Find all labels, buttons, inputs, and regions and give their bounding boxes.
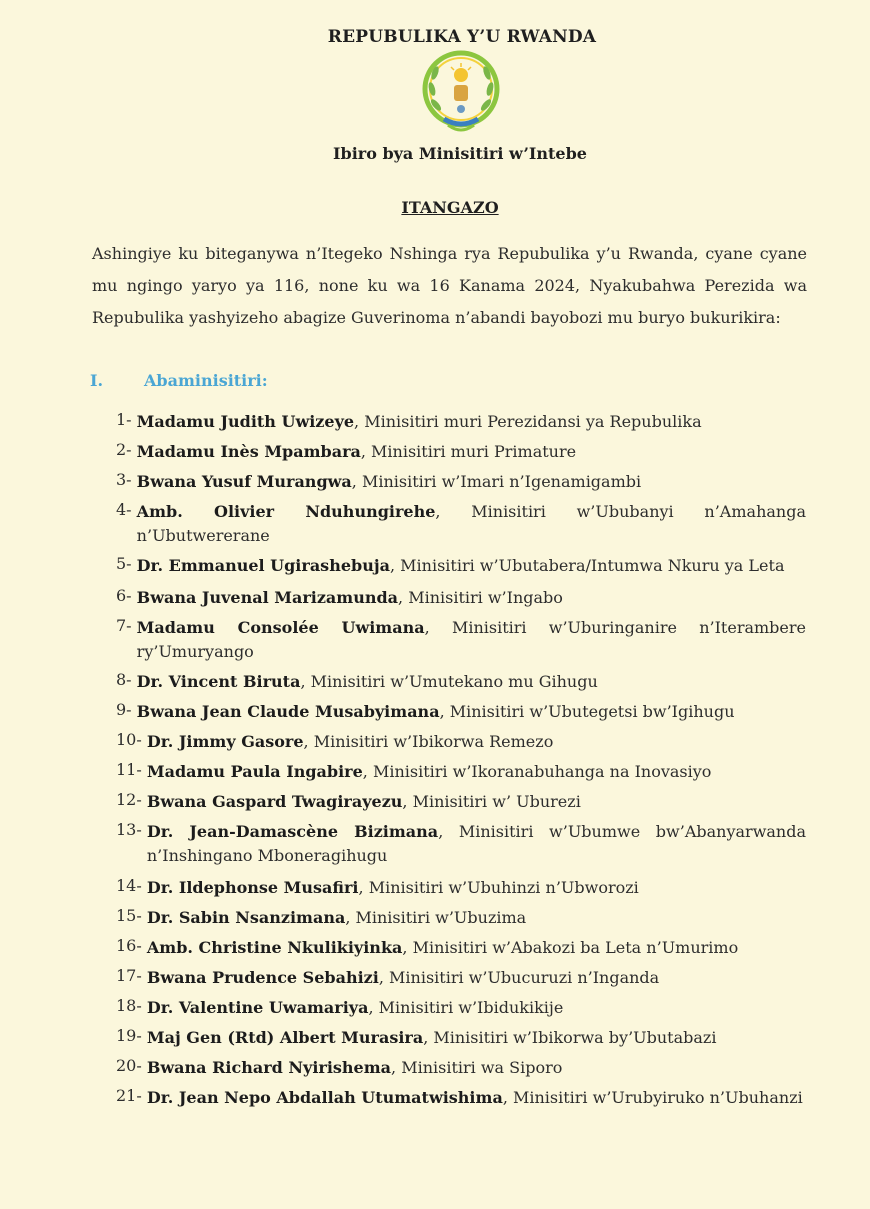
minister-role: , Minisitiri wa Siporo xyxy=(391,1058,563,1077)
minister-role: , Minisitiri w’Ububanyi n’Amahanga n’Ubutwererane xyxy=(136,502,807,545)
minister-number: 7- xyxy=(116,616,137,635)
minister-row xyxy=(116,1026,806,1050)
minister-role: , Minisitiri muri Perezidansi ya Repubulika xyxy=(354,412,702,431)
minister-item xyxy=(116,700,806,724)
minister-name: Dr. Jean-Damascène Bizimana xyxy=(146,822,439,841)
minister-number: 21- xyxy=(116,1086,147,1105)
minister-entry xyxy=(147,790,806,814)
minister-name: Maj Gen (Rtd) Albert Murasira xyxy=(146,1028,424,1047)
office-title: Ibiro bya Minisitiri w’Intebe xyxy=(333,144,587,163)
minister-item xyxy=(116,670,806,694)
minister-number: 17- xyxy=(116,966,147,985)
minister-role: , Minisitiri w’ Uburezi xyxy=(402,792,581,811)
minister-role: , Minisitiri w’Ikoranabuhanga na Inovasiyo xyxy=(362,762,712,781)
minister-item xyxy=(116,790,806,814)
minister-role: , Minisitiri w’Imari n’Igenamigambi xyxy=(351,472,642,491)
minister-entry xyxy=(137,440,806,464)
minister-row xyxy=(116,1056,806,1080)
minister-name: Madamu Consolée Uwimana xyxy=(136,618,425,637)
minister-role: , Minisitiri w’Ubutegetsi bw’Igihugu xyxy=(439,702,735,721)
minister-entry xyxy=(137,470,806,494)
minister-item xyxy=(116,876,806,900)
minister-name: Dr. Ildephonse Musafiri xyxy=(146,878,359,897)
minister-role: , Minisitiri w’Ubumwe bw’Abanyarwanda n’Inshingano Mboneragihugu xyxy=(146,822,807,865)
minister-item xyxy=(116,996,806,1020)
minister-entry xyxy=(147,760,806,784)
minister-role: , Minisitiri w’Ibidukikije xyxy=(368,998,564,1017)
minister-item xyxy=(116,760,806,784)
minister-name: Madamu Paula Ingabire xyxy=(146,762,363,781)
minister-name: Dr. Sabin Nsanzimana xyxy=(146,908,346,927)
minister-entry xyxy=(147,1056,806,1080)
minister-name: Bwana Jean Claude Musabyimana xyxy=(136,702,440,721)
minister-entry xyxy=(147,820,806,868)
minister-number: 9- xyxy=(116,700,137,719)
minister-entry xyxy=(147,906,806,930)
minister-role: , Minisitiri w’Umutekano mu Gihugu xyxy=(300,672,598,691)
minister-number: 12- xyxy=(116,790,147,809)
minister-role: , Minisitiri w’Ubuzima xyxy=(345,908,527,927)
minister-name: Dr. Jean Nepo Abdallah Utumatwishima xyxy=(146,1088,503,1107)
minister-name: Madamu Inès Mpambara xyxy=(136,442,361,461)
minister-row xyxy=(116,966,806,990)
minister-number: 20- xyxy=(116,1056,147,1075)
minister-item xyxy=(116,410,806,434)
minister-number: 13- xyxy=(116,820,147,839)
minister-item xyxy=(116,440,806,464)
minister-entry xyxy=(147,996,806,1020)
minister-role: , Minisitiri w’Ubuhinzi n’Ubworozi xyxy=(358,878,639,897)
minister-name: Dr. Vincent Biruta xyxy=(136,672,301,691)
minister-number: 19- xyxy=(116,1026,147,1045)
minister-entry xyxy=(147,966,806,990)
minister-name: Dr. Emmanuel Ugirashebuja xyxy=(136,556,390,575)
minister-number: 2- xyxy=(116,440,137,459)
minister-role: , Minisitiri w’Ingabo xyxy=(398,588,563,607)
minister-entry xyxy=(137,586,806,610)
rwanda-coat-of-arms-icon xyxy=(418,49,504,137)
section-title: Abaminisitiri: xyxy=(144,371,268,390)
minister-role: , Minisitiri w’Uburinganire n’Iterambere ry’Umuryango xyxy=(136,618,807,661)
minister-name: Bwana Yusuf Murangwa xyxy=(136,472,352,491)
minister-number: 10- xyxy=(116,730,147,749)
minister-number: 18- xyxy=(116,996,147,1015)
minister-number: 1- xyxy=(116,410,137,429)
minister-number: 14- xyxy=(116,876,147,895)
minister-item xyxy=(116,616,806,664)
minister-name: Dr. Jimmy Gasore xyxy=(146,732,304,751)
minister-item xyxy=(116,906,806,930)
minister-row xyxy=(116,586,806,610)
minister-number: 6- xyxy=(116,586,137,605)
minister-entry xyxy=(137,700,806,724)
minister-role: , Minisitiri w’Ubutabera/Intumwa Nkuru ya Leta xyxy=(389,556,785,575)
minister-item xyxy=(116,500,806,548)
minister-item xyxy=(116,554,806,578)
minister-entry xyxy=(137,670,806,694)
minister-row xyxy=(116,616,806,664)
minister-role: , Minisitiri w’Ibikorwa by’Ubutabazi xyxy=(423,1028,717,1047)
minister-row xyxy=(116,996,806,1020)
minister-number: 4- xyxy=(116,500,137,519)
minister-row xyxy=(116,820,806,868)
minister-row xyxy=(116,670,806,694)
document-heading: ITANGAZO xyxy=(401,198,499,217)
minister-role: , Minisitiri muri Primature xyxy=(360,442,577,461)
minister-row xyxy=(116,1086,806,1110)
minister-item xyxy=(116,1056,806,1080)
minister-role: , Minisitiri w’Urubyiruko n’Ubuhanzi xyxy=(502,1088,803,1107)
minister-item xyxy=(116,1086,806,1110)
minister-item xyxy=(116,1026,806,1050)
minister-row xyxy=(116,760,806,784)
minister-item xyxy=(116,936,806,960)
minister-name: Amb. Olivier Nduhungirehe xyxy=(136,502,436,521)
minister-row xyxy=(116,790,806,814)
minister-entry xyxy=(147,730,806,754)
minister-number: 11- xyxy=(116,760,147,779)
minister-entry xyxy=(137,500,806,548)
minister-name: Dr. Valentine Uwamariya xyxy=(146,998,369,1017)
minister-item xyxy=(116,820,806,868)
minister-list xyxy=(116,410,806,1116)
minister-entry xyxy=(137,410,806,434)
minister-name: Amb. Christine Nkulikiyinka xyxy=(146,938,403,957)
minister-name: Madamu Judith Uwizeye xyxy=(136,412,355,431)
republic-title: REPUBULIKA Y’U RWANDA xyxy=(327,27,597,47)
minister-item xyxy=(116,586,806,610)
minister-entry xyxy=(137,616,806,664)
minister-name: Bwana Juvenal Marizamunda xyxy=(136,588,399,607)
minister-row xyxy=(116,440,806,464)
minister-entry xyxy=(147,876,806,900)
minister-item xyxy=(116,730,806,754)
minister-role: , Minisitiri w’Abakozi ba Leta n’Umurimo xyxy=(402,938,739,957)
minister-number: 3- xyxy=(116,470,137,489)
minister-number: 5- xyxy=(116,554,137,573)
minister-row xyxy=(116,876,806,900)
minister-number: 16- xyxy=(116,936,147,955)
minister-row xyxy=(116,730,806,754)
minister-entry xyxy=(147,1026,806,1050)
minister-entry xyxy=(147,1086,806,1110)
minister-role: , Minisitiri w’Ubucuruzi n’Inganda xyxy=(378,968,660,987)
minister-entry xyxy=(137,554,806,578)
minister-row xyxy=(116,936,806,960)
minister-entry xyxy=(147,936,806,960)
minister-role: , Minisitiri w’Ibikorwa Remezo xyxy=(303,732,554,751)
minister-name: Bwana Gaspard Twagirayezu xyxy=(146,792,403,811)
minister-row xyxy=(116,554,806,578)
minister-number: 15- xyxy=(116,906,147,925)
minister-row xyxy=(116,906,806,930)
section-number: I. xyxy=(90,371,104,390)
minister-number: 8- xyxy=(116,670,137,689)
minister-row xyxy=(116,410,806,434)
minister-item xyxy=(116,470,806,494)
minister-item xyxy=(116,966,806,990)
minister-name: Bwana Prudence Sebahizi xyxy=(146,968,379,987)
intro-paragraph: Ashingiye ku biteganywa n’Itegeko Nshinga rya Repubulika y’u Rwanda, cyane cyane mu ngingo yaryo ya 116, none ku wa 16 Kanama 2024, Nyakubahwa Perezida wa Repubulika yashyizeho abagize Guverinoma n’abandi bayobozi mu buryo bukurikira: xyxy=(92,244,807,327)
section-heading xyxy=(90,371,268,390)
minister-row xyxy=(116,470,806,494)
minister-name: Bwana Richard Nyirishema xyxy=(146,1058,392,1077)
minister-row xyxy=(116,700,806,724)
minister-row xyxy=(116,500,806,548)
